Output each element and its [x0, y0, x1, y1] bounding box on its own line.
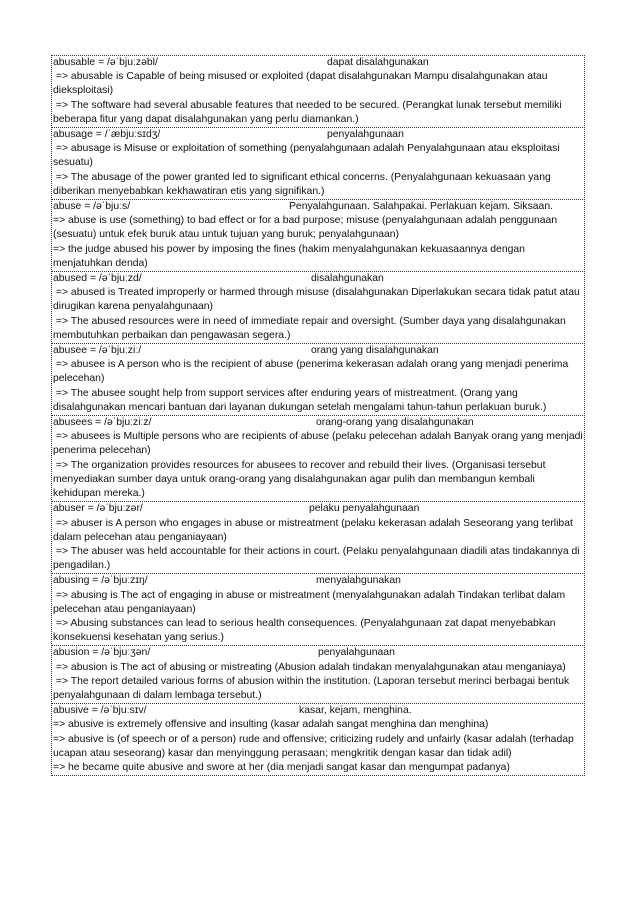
dictionary-entry — [51, 127, 585, 200]
headword: abuse = /əˈbjuːs/ — [53, 201, 131, 213]
entry-line: => abusage is Misuse or exploitation of something (penyalahgunaan adalah Penyalahgunaan atau eksploitasi sesuatu) — [53, 143, 563, 169]
translation: kasar, kejam, menghina. — [299, 705, 412, 717]
entry-line: => The abuser was held accountable for their actions in court. (Pelaku penyalahgunaan diadili atas tindakannya di pengadilan.) — [53, 545, 583, 572]
entry-header — [53, 128, 583, 142]
entry-line: => abusee is A person who is the recipient of abuse (penerima kekerasan adalah orang yang menjadi penerima pelecehan) — [53, 359, 572, 385]
entry-header — [53, 704, 583, 718]
entry-line: => the judge abused his power by imposing the fines (hakim menyalahgunakan kekuasaannya dengan menjatuhkan denda) — [53, 243, 528, 269]
entry-header — [53, 646, 583, 660]
translation: penyalahgunaan — [318, 647, 395, 659]
translation: orang yang disalahgunakan — [311, 345, 439, 357]
entry-line: => abuser is A person who engages in abuse or mistreatment (pelaku kekerasan adalah Seseorang yang terlibat dalam pelecehan atau penganiayaan) — [53, 517, 576, 543]
dictionary-entry — [51, 271, 585, 344]
translation: penyalahgunaan — [327, 129, 404, 141]
entry-line: => The abused resources were in need of immediate repair and oversight. (Sumber daya yang disalahgunakan membutuhkan perbaikan dan pengawasan segera.) — [53, 315, 569, 341]
entry-line: => abusive is (of speech or of a person) rude and offensive; criticizing rudely and unfairly (kasar adalah (terhadap ucapan atau seseorang) kasar dan menyinggung perasaan; mengkritik dengan kasar dan tidak adil) — [53, 733, 577, 759]
translation: Penyalahgunaan. Salahpakai. Perlakuan kejam. Siksaan. — [289, 201, 553, 213]
entry-line: => The organization provides resources for abusees to recover and rebuild their lives. (Organisasi tersebut menyediakan sumber daya untuk orang-orang yang disalahgunakan agar pulih dan membangun kembali kehidupan mereka.) — [53, 459, 549, 500]
entry-line: => The abusee sought help from support services after enduring years of mistreatment. (Orang yang disalahgunakan mencari bantuan dari layanan dukungan setelah mengalami tahun-tahun perlakuan buruk.) — [53, 387, 547, 413]
headword: abused = /əˈbjuːzd/ — [53, 273, 142, 285]
entry-header — [53, 344, 583, 358]
translation: pelaku penyalahgunaan — [309, 503, 420, 515]
translation: disalahgunakan — [311, 273, 384, 285]
entry-line: => abusion is The act of abusing or mistreating (Abusion adalah tindakan menyalahgunakan atau menganiaya) — [53, 661, 566, 673]
headword: abusable = /əˈbjuːzəbl/ — [53, 57, 158, 68]
dictionary-entry — [51, 645, 585, 704]
entry-header — [53, 502, 583, 516]
headword: abusive = /əˈbjuːsɪv/ — [53, 705, 147, 717]
entry-header — [53, 200, 583, 214]
headword: abusee = /əˈbjuːziː/ — [53, 345, 142, 357]
entry-header — [53, 56, 583, 70]
dictionary-entry — [51, 343, 585, 416]
dictionary-entry — [51, 55, 585, 128]
entry-line: => The abusage of the power granted led to significant ethical concerns. (Penyalahgunaan kekuasaan yang diberikan menyebabkan kekhawatiran etis yang signifikan.) — [53, 171, 554, 197]
translation: menyalahgunakan — [316, 575, 401, 587]
entry-line: => abuse is use (something) to bad effect or for a bad purpose; misuse (penyalahgunaan adalah penggunaan (sesuatu) untuk efek buruk atau untuk tujuan yang buruk; penyalahgunaan) — [53, 215, 560, 241]
entry-line: => abusees is Multiple persons who are recipients of abuse (pelaku pelecehan adalah Banyak orang yang menjadi penerima pelecehan) — [53, 431, 586, 457]
headword: abusion = /əˈbjuːʒən/ — [53, 647, 151, 659]
entry-line: => he became quite abusive and swore at her (dia menjadi sangat kasar dan mengumpat padanya) — [53, 761, 510, 773]
dictionary-entry — [51, 199, 585, 272]
headword: abuser = /əˈbjuːzər/ — [53, 503, 143, 515]
entry-line: => The report detailed various forms of abusion within the institution. (Laporan tersebut merinci berbagai bentuk penyalahgunaan di dalam lembaga tersebut.) — [53, 675, 573, 701]
headword: abusage = /ˈæbjuːsɪdʒ/ — [53, 129, 161, 141]
headword: abusing = /əˈbjuːzɪŋ/ — [53, 575, 148, 587]
translation: dapat disalahgunakan — [327, 57, 429, 68]
dictionary-entry — [51, 501, 585, 574]
entry-line: => abusive is extremely offensive and insulting (kasar adalah sangat menghina dan menghina) — [53, 719, 489, 731]
entry-line: => The software had several abusable features that needed to be secured. (Perangkat lunak tersebut memiliki beberapa fitur yang dapat disalahgunakan yang perlu diamankan.) — [53, 99, 565, 125]
dictionary-list — [51, 56, 585, 776]
dictionary-entry — [51, 415, 585, 502]
entry-header — [53, 574, 583, 588]
entry-header — [53, 416, 583, 430]
dictionary-entry — [51, 573, 585, 646]
entry-line: => Abusing substances can lead to serious health consequences. (Penyalahgunaan zat dapat menyebabkan konsekuensi kesehatan yang serius.) — [53, 617, 559, 644]
entry-line: => abusing is The act of engaging in abuse or mistreatment (menyalahgunakan adalah Tindakan terlibat dalam pelecehan atau penganiayaan) — [53, 589, 569, 615]
entry-header — [53, 272, 583, 286]
entry-line: => abusable is Capable of being misused or exploited (dapat disalahgunakan Mampu disalahgunakan atau dieksploitasi) — [53, 71, 551, 97]
headword: abusees = /əˈbjuːziːz/ — [53, 417, 152, 429]
dictionary-entry — [51, 703, 585, 776]
entry-line: => abused is Treated improperly or harmed through misuse (disalahgunakan Diperlakukan secara tidak patut atau dirugikan karena penyalahgunaan) — [53, 287, 583, 313]
translation: orang-orang yang disalahgunakan — [316, 417, 474, 429]
